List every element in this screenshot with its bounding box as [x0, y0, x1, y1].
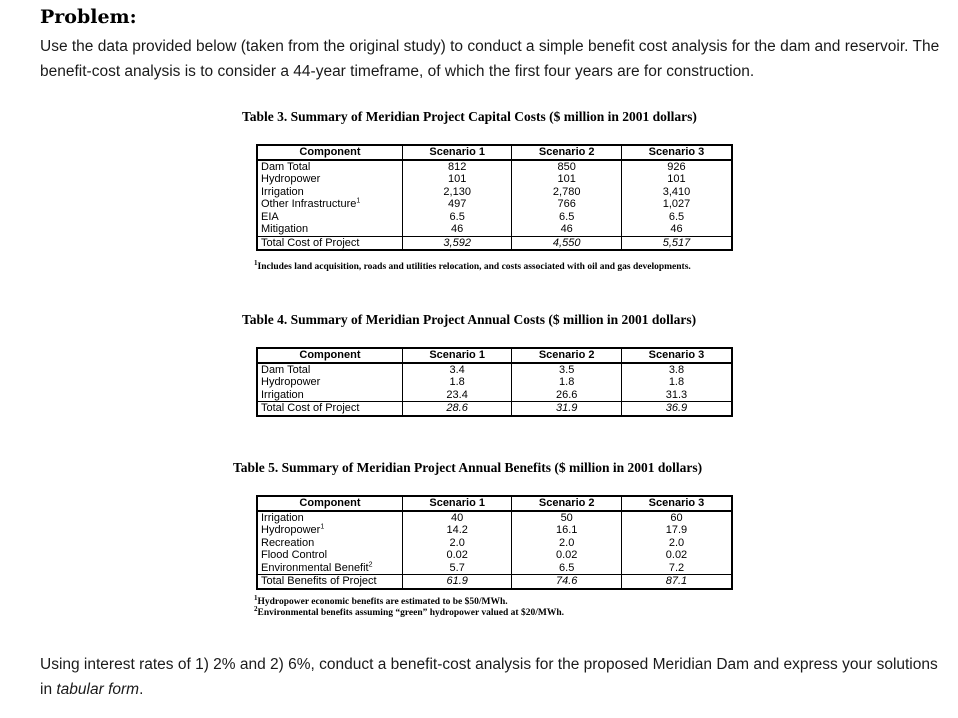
total-cell: 36.9 — [621, 402, 732, 416]
value-cell: 2.0 — [621, 537, 732, 550]
column-header: Scenario 3 — [621, 145, 732, 160]
capital-costs-table — [256, 144, 733, 251]
value-cell: 6.5 — [512, 562, 622, 575]
component-label: Hydropower — [261, 524, 321, 536]
value-cell: 23.4 — [402, 389, 512, 402]
value-cell: 46 — [512, 223, 622, 236]
table-row — [257, 363, 732, 377]
table5-caption: Table 5. Summary of Meridian Project Annual Benefits ($ million in 2001 dollars) — [233, 460, 703, 475]
value-cell: 812 — [402, 160, 512, 174]
value-cell: 926 — [621, 160, 732, 174]
problem-heading: Problem: — [40, 6, 137, 28]
problem-instruction — [40, 652, 950, 702]
component-cell: Mitigation — [261, 223, 309, 235]
table-row — [257, 223, 732, 236]
table-row — [257, 549, 732, 562]
column-header: Scenario 3 — [621, 348, 732, 363]
component-cell: Total Cost of Project — [257, 236, 402, 250]
column-header: Component — [257, 348, 402, 363]
total-cell: 5,517 — [621, 236, 732, 250]
table3-footnote — [254, 258, 691, 273]
value-cell: 3,410 — [621, 186, 732, 199]
value-cell: 3.8 — [621, 363, 732, 377]
footnote-marker: 1 — [320, 523, 325, 531]
component-label: Other Infrastructure — [261, 198, 357, 210]
table-row — [257, 389, 732, 402]
instruction-text: Using interest rates of 1) 2% and 2) 6%, conduct a benefit-cost analysis for the proposed Meridian Dam and express your solutions in — [40, 656, 938, 698]
value-cell: 17.9 — [621, 524, 732, 537]
total-cell: 74.6 — [512, 575, 622, 589]
component-label: Environmental Benefit — [261, 561, 369, 574]
annual-costs-table — [256, 347, 733, 417]
column-header: Scenario 3 — [621, 496, 732, 511]
value-cell: 497 — [402, 198, 512, 211]
footnote-text: Hydropower economic benefits are estimated to be $50/MWh. — [257, 597, 508, 607]
value-cell: 1,027 — [621, 198, 732, 211]
footnote-text: Includes land acquisition, roads and utilities relocation, and costs associated with oil and gas developments. — [257, 262, 691, 272]
total-cell: 31.9 — [512, 402, 622, 416]
table-row — [257, 186, 732, 199]
table-header-row — [257, 348, 732, 363]
component-cell: Irrigation — [261, 388, 304, 401]
value-cell: 60 — [621, 511, 732, 525]
total-row — [257, 236, 732, 250]
column-header: Scenario 1 — [402, 145, 512, 160]
value-cell: 0.02 — [512, 549, 622, 562]
value-cell: 50 — [512, 511, 622, 525]
footnote-marker: 2 — [368, 560, 373, 568]
table-row — [257, 173, 732, 186]
value-cell: 7.2 — [621, 562, 732, 575]
table-row — [257, 537, 732, 550]
component-cell: Total Benefits of Project — [257, 575, 402, 589]
instruction-emphasis: tabular form — [56, 681, 140, 698]
table3-caption: Table 3. Summary of Meridian Project Capital Costs ($ million in 2001 dollars) — [242, 109, 697, 124]
value-cell: 2,780 — [512, 186, 622, 199]
table-row — [257, 511, 732, 525]
total-cell: 61.9 — [402, 575, 512, 589]
column-header: Component — [257, 496, 402, 511]
component-cell: Hydropower — [261, 376, 321, 388]
value-cell: 6.5 — [621, 211, 732, 224]
component-cell: Irrigation — [261, 511, 304, 524]
value-cell: 46 — [621, 223, 732, 236]
table-row — [257, 198, 732, 211]
component-cell — [257, 524, 402, 537]
component-cell — [257, 198, 402, 211]
component-cell: Dam Total — [261, 363, 311, 376]
value-cell: 26.6 — [512, 389, 622, 402]
value-cell: 1.8 — [621, 376, 732, 389]
total-cell: 87.1 — [621, 575, 732, 589]
component-cell: Recreation — [261, 536, 315, 549]
column-header: Component — [257, 145, 402, 160]
component-cell: Irrigation — [261, 185, 304, 198]
value-cell: 5.7 — [402, 562, 512, 575]
value-cell: 101 — [512, 173, 622, 186]
value-cell: 6.5 — [512, 211, 622, 224]
value-cell: 6.5 — [402, 211, 512, 224]
value-cell: 1.8 — [402, 376, 512, 389]
table-header-row — [257, 496, 732, 511]
footnote-marker: 1 — [254, 258, 258, 267]
footnote-marker: 2 — [254, 604, 258, 613]
column-header: Scenario 2 — [512, 348, 622, 363]
column-header: Scenario 1 — [402, 496, 512, 511]
value-cell: 40 — [402, 511, 512, 525]
component-cell — [257, 562, 402, 575]
value-cell: 46 — [402, 223, 512, 236]
column-header: Scenario 2 — [512, 145, 622, 160]
value-cell: 101 — [621, 173, 732, 186]
value-cell: 2.0 — [512, 537, 622, 550]
table-row — [257, 211, 732, 224]
value-cell: 0.02 — [621, 549, 732, 562]
column-header: Scenario 2 — [512, 496, 622, 511]
value-cell: 31.3 — [621, 389, 732, 402]
total-cell: 3,592 — [402, 236, 512, 250]
total-row — [257, 402, 732, 416]
value-cell: 3.4 — [402, 363, 512, 377]
footnote-marker: 1 — [254, 593, 258, 602]
component-cell: EIA — [261, 210, 279, 223]
column-header: Scenario 1 — [402, 348, 512, 363]
value-cell: 850 — [512, 160, 622, 174]
total-row — [257, 575, 732, 589]
table-row — [257, 524, 732, 537]
value-cell: 3.5 — [512, 363, 622, 377]
value-cell: 14.2 — [402, 524, 512, 537]
problem-intro: Use the data provided below (taken from the original study) to conduct a simple benefit cost analysis for the dam and reservoir. The benefit-cost analysis is to consider a 44-year timeframe, of which the first four years are for construction. — [40, 38, 940, 80]
total-cell: 4,550 — [512, 236, 622, 250]
value-cell: 766 — [512, 198, 622, 211]
value-cell: 16.1 — [512, 524, 622, 537]
table4-caption: Table 4. Summary of Meridian Project Annual Costs ($ million in 2001 dollars) — [242, 312, 697, 327]
table5-footnote-2 — [254, 604, 564, 619]
component-cell: Dam Total — [261, 160, 311, 173]
table-row — [257, 376, 732, 389]
component-cell: Hydropower — [261, 173, 321, 185]
instruction-end: . — [139, 681, 144, 698]
annual-benefits-table — [256, 495, 733, 590]
component-cell: Total Cost of Project — [257, 402, 402, 416]
component-cell: Flood Control — [261, 549, 328, 561]
value-cell: 1.8 — [512, 376, 622, 389]
value-cell: 101 — [402, 173, 512, 186]
total-cell: 28.6 — [402, 402, 512, 416]
value-cell: 2.0 — [402, 537, 512, 550]
footnote-text: Environmental benefits assuming “green” hydropower valued at $20/MWh. — [257, 608, 564, 618]
table-row — [257, 562, 732, 575]
table5-footnote-1 — [254, 593, 508, 608]
table-header-row — [257, 145, 732, 160]
footnote-marker: 1 — [356, 197, 361, 205]
value-cell: 2,130 — [402, 186, 512, 199]
table-row — [257, 160, 732, 174]
value-cell: 0.02 — [402, 549, 512, 562]
